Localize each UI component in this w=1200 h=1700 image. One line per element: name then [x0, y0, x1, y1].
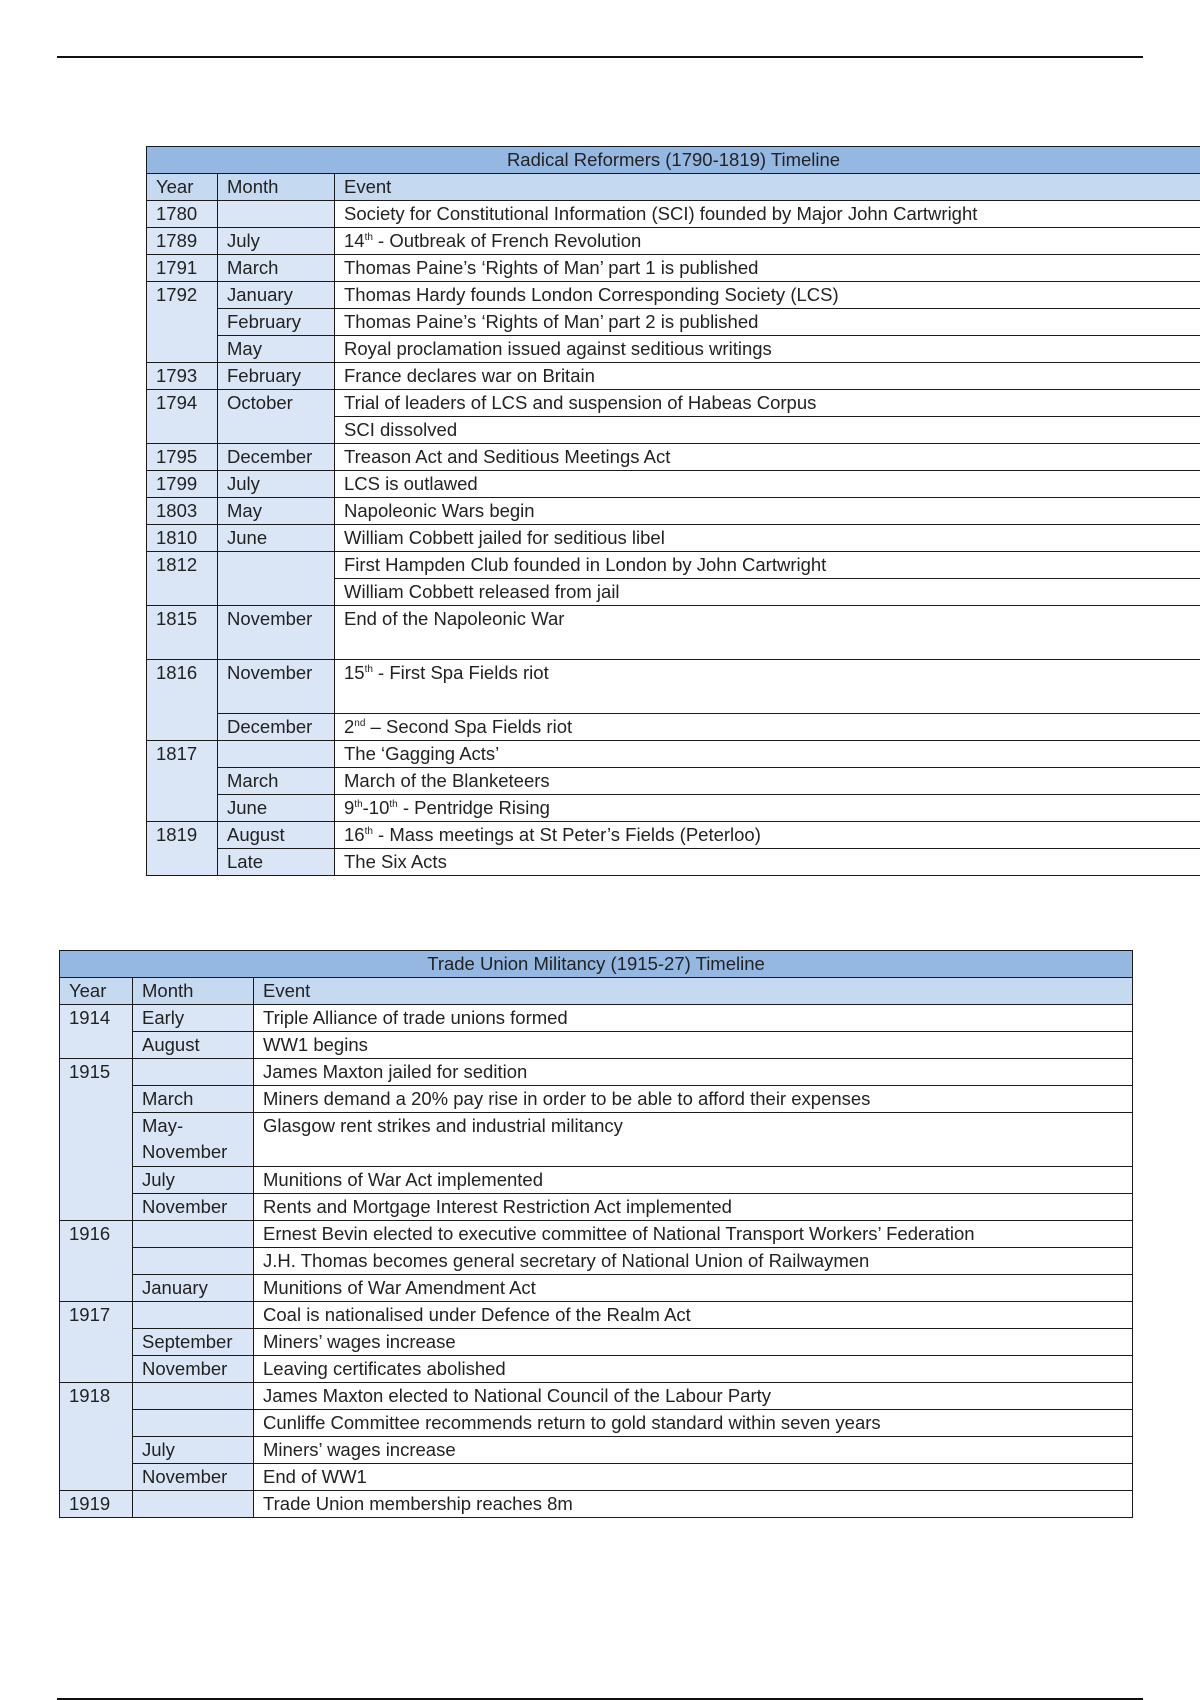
event-text: - Pentridge Rising	[397, 797, 550, 818]
month-cell: November	[133, 1464, 254, 1491]
ordinal-suffix: th	[389, 799, 398, 810]
year-cell: 1914	[60, 1005, 133, 1059]
event-cell: Miners’ wages increase	[254, 1329, 1133, 1356]
month-cell	[133, 1059, 254, 1086]
month-cell: August	[218, 822, 335, 849]
month-cell: July	[218, 471, 335, 498]
month-cell: November	[218, 606, 335, 660]
event-cell: WW1 begins	[254, 1032, 1133, 1059]
event-cell: William Cobbett jailed for seditious libel	[335, 525, 1200, 552]
table-row	[147, 390, 1200, 417]
table-row	[147, 714, 1200, 741]
table-row	[60, 1005, 1133, 1032]
year-cell: 1815	[147, 606, 218, 660]
month-cell: May	[218, 498, 335, 525]
event-text: 2	[344, 716, 355, 737]
year-cell: 1803	[147, 498, 218, 525]
table-row	[60, 1491, 1133, 1518]
trade-union-militancy-timeline-table	[59, 950, 1133, 1518]
month-cell: July	[133, 1167, 254, 1194]
month-cell: September	[133, 1329, 254, 1356]
event-text: - First Spa Fields riot	[372, 662, 549, 683]
table-row	[147, 228, 1200, 255]
event-cell: First Hampden Club founded in London by John Cartwright	[335, 552, 1200, 579]
month-cell: November	[133, 1356, 254, 1383]
table-row	[60, 1437, 1133, 1464]
year-cell: 1917	[60, 1302, 133, 1383]
table-row	[60, 1032, 1133, 1059]
event-cell: William Cobbett released from jail	[335, 579, 1200, 606]
year-cell: 1812	[147, 552, 218, 606]
event-cell: Munitions of War Act implemented	[254, 1167, 1133, 1194]
event-header: Event	[254, 978, 1133, 1005]
event-text: 16	[344, 824, 365, 845]
ordinal-suffix: th	[364, 664, 373, 675]
year-cell: 1791	[147, 255, 218, 282]
table-row	[60, 1059, 1133, 1086]
month-cell: March	[218, 255, 335, 282]
page-top-rule	[57, 56, 1143, 58]
year-cell: 1915	[60, 1059, 133, 1221]
event-cell: Leaving certificates abolished	[254, 1356, 1133, 1383]
table-row	[147, 471, 1200, 498]
year-cell: 1794	[147, 390, 218, 444]
event-text: 9	[344, 797, 355, 818]
year-cell: 1810	[147, 525, 218, 552]
ordinal-suffix: th	[364, 232, 373, 243]
table-row	[147, 201, 1200, 228]
table-row	[147, 309, 1200, 336]
event-cell	[335, 822, 1200, 849]
month-cell: December	[218, 444, 335, 471]
month-cell: February	[218, 309, 335, 336]
year-cell: 1795	[147, 444, 218, 471]
month-header: Month	[133, 978, 254, 1005]
table-row	[147, 849, 1200, 876]
table-row	[60, 1356, 1133, 1383]
table-row	[60, 1086, 1133, 1113]
table-row	[147, 606, 1200, 660]
month-cell: November	[133, 1194, 254, 1221]
month-cell: July	[218, 228, 335, 255]
table-row	[147, 498, 1200, 525]
table-title-row	[147, 147, 1200, 174]
table-row	[60, 1410, 1133, 1437]
table-row	[60, 1383, 1133, 1410]
month-cell	[218, 201, 335, 228]
event-cell: James Maxton jailed for sedition	[254, 1059, 1133, 1086]
event-cell: Thomas Paine’s ‘Rights of Man’ part 1 is published	[335, 255, 1200, 282]
month-cell: February	[218, 363, 335, 390]
event-cell: Miners’ wages increase	[254, 1437, 1133, 1464]
month-cell	[218, 741, 335, 768]
month-cell: October	[218, 390, 335, 444]
table-row	[60, 1464, 1133, 1491]
event-cell: Munitions of War Amendment Act	[254, 1275, 1133, 1302]
table-row	[60, 1275, 1133, 1302]
table-row	[147, 282, 1200, 309]
month-cell	[133, 1383, 254, 1410]
month-cell: March	[218, 768, 335, 795]
table-row	[147, 444, 1200, 471]
month-cell	[133, 1491, 254, 1518]
month-cell	[133, 1302, 254, 1329]
month-cell: June	[218, 525, 335, 552]
table-row	[60, 1113, 1133, 1167]
event-cell	[335, 228, 1200, 255]
month-cell: March	[133, 1086, 254, 1113]
event-text: 15	[344, 662, 365, 683]
event-cell: Trial of leaders of LCS and suspension of Habeas Corpus	[335, 390, 1200, 417]
event-text: -10	[362, 797, 390, 818]
table-row	[147, 741, 1200, 768]
month-cell: August	[133, 1032, 254, 1059]
event-cell: End of WW1	[254, 1464, 1133, 1491]
event-cell: SCI dissolved	[335, 417, 1200, 444]
table-row	[147, 525, 1200, 552]
year-cell: 1793	[147, 363, 218, 390]
radical-reformers-timeline-table	[146, 146, 1200, 876]
table-row	[147, 255, 1200, 282]
event-cell: Glasgow rent strikes and industrial militancy	[254, 1113, 1133, 1167]
month-cell: January	[218, 282, 335, 309]
table-row	[147, 768, 1200, 795]
table-row	[147, 795, 1200, 822]
month-cell: January	[133, 1275, 254, 1302]
year-cell: 1819	[147, 822, 218, 876]
year-header: Year	[147, 174, 218, 201]
event-cell: End of the Napoleonic War	[335, 606, 1200, 660]
event-cell: LCS is outlawed	[335, 471, 1200, 498]
year-header: Year	[60, 978, 133, 1005]
table-row	[147, 336, 1200, 363]
table-header-row	[60, 978, 1133, 1005]
event-cell	[335, 795, 1200, 822]
year-cell: 1792	[147, 282, 218, 363]
event-cell	[335, 660, 1200, 714]
table-row	[60, 1221, 1133, 1248]
table-row	[60, 1248, 1133, 1275]
month-cell: May	[218, 336, 335, 363]
ordinal-suffix: th	[354, 799, 363, 810]
event-cell: The Six Acts	[335, 849, 1200, 876]
table-row	[60, 1167, 1133, 1194]
month-cell: June	[218, 795, 335, 822]
event-cell: Napoleonic Wars begin	[335, 498, 1200, 525]
table-row	[147, 822, 1200, 849]
table-row	[147, 552, 1200, 579]
event-cell: Society for Constitutional Information (SCI) founded by Major John Cartwright	[335, 201, 1200, 228]
year-cell: 1817	[147, 741, 218, 822]
event-text: – Second Spa Fields riot	[365, 716, 573, 737]
event-cell: Coal is nationalised under Defence of the Realm Act	[254, 1302, 1133, 1329]
year-cell: 1780	[147, 201, 218, 228]
month-header: Month	[218, 174, 335, 201]
table-row	[60, 1194, 1133, 1221]
month-cell: July	[133, 1437, 254, 1464]
table-row	[60, 1302, 1133, 1329]
month-cell: May-November	[133, 1113, 254, 1167]
year-cell: 1916	[60, 1221, 133, 1302]
event-cell: March of the Blanketeers	[335, 768, 1200, 795]
year-cell: 1799	[147, 471, 218, 498]
event-cell: Rents and Mortgage Interest Restriction Act implemented	[254, 1194, 1133, 1221]
table-title: Trade Union Militancy (1915-27) Timeline	[60, 951, 1133, 978]
event-text: 14	[344, 230, 365, 251]
event-cell	[335, 714, 1200, 741]
month-cell	[133, 1410, 254, 1437]
month-cell: Early	[133, 1005, 254, 1032]
year-cell: 1816	[147, 660, 218, 741]
event-cell: James Maxton elected to National Council of the Labour Party	[254, 1383, 1133, 1410]
table-row	[60, 1329, 1133, 1356]
table-row	[147, 363, 1200, 390]
table-header-row	[147, 174, 1200, 201]
year-cell: 1919	[60, 1491, 133, 1518]
event-text: - Outbreak of French Revolution	[372, 230, 642, 251]
event-cell: Royal proclamation issued against seditious writings	[335, 336, 1200, 363]
event-cell: J.H. Thomas becomes general secretary of National Union of Railwaymen	[254, 1248, 1133, 1275]
event-cell: France declares war on Britain	[335, 363, 1200, 390]
ordinal-suffix: nd	[354, 718, 366, 729]
month-cell	[218, 552, 335, 606]
event-cell: Thomas Hardy founds London Corresponding Society (LCS)	[335, 282, 1200, 309]
month-cell: November	[218, 660, 335, 714]
event-header: Event	[335, 174, 1200, 201]
year-cell: 1918	[60, 1383, 133, 1491]
event-text: - Mass meetings at St Peter’s Fields (Peterloo)	[372, 824, 761, 845]
table-title-row	[60, 951, 1133, 978]
event-cell: Thomas Paine’s ‘Rights of Man’ part 2 is published	[335, 309, 1200, 336]
ordinal-suffix: th	[364, 826, 373, 837]
month-cell	[133, 1221, 254, 1248]
year-cell: 1789	[147, 228, 218, 255]
table-title: Radical Reformers (1790-1819) Timeline	[147, 147, 1200, 174]
event-cell: Cunliffe Committee recommends return to gold standard within seven years	[254, 1410, 1133, 1437]
month-cell	[133, 1248, 254, 1275]
event-cell: Ernest Bevin elected to executive committee of National Transport Workers’ Federation	[254, 1221, 1133, 1248]
event-cell: Triple Alliance of trade unions formed	[254, 1005, 1133, 1032]
event-cell: The ‘Gagging Acts’	[335, 741, 1200, 768]
event-cell: Miners demand a 20% pay rise in order to be able to afford their expenses	[254, 1086, 1133, 1113]
event-cell: Trade Union membership reaches 8m	[254, 1491, 1133, 1518]
event-cell: Treason Act and Seditious Meetings Act	[335, 444, 1200, 471]
month-cell: December	[218, 714, 335, 741]
month-cell: Late	[218, 849, 335, 876]
table-row	[147, 660, 1200, 714]
